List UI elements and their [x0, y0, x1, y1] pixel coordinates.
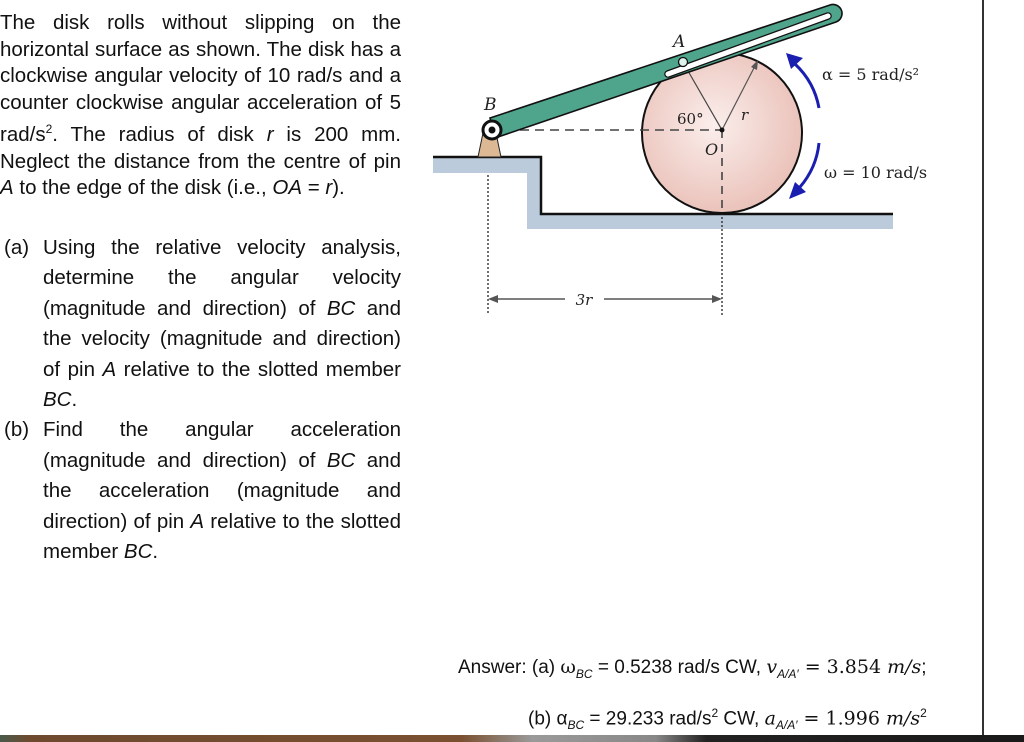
part-a [0, 233, 401, 415]
alpha-symbol: α [556, 708, 568, 730]
alpha-label: α = 5 rad/s² [822, 65, 920, 84]
part-text [43, 233, 401, 415]
label-A: A [673, 32, 686, 52]
answer-label: (b) [528, 708, 557, 730]
text: . [71, 388, 78, 412]
label-r: r [741, 106, 749, 124]
answer-value: CW, [718, 708, 765, 730]
subscript: BC [567, 718, 585, 733]
center-O [720, 128, 725, 133]
pin-A [679, 58, 688, 67]
intro-text: . The radius of disk [52, 123, 267, 147]
answer-value: = 29.233 rad/s [584, 708, 712, 730]
unit: m/s [887, 656, 922, 678]
intro-text: ). [332, 176, 345, 200]
intro-text: is 200 mm. Neglect the distance from the centre of pin [0, 123, 401, 173]
label-O: O [705, 140, 719, 159]
text: Using the relative velocity analysis, determine the angular velocity (magnitude and direction) of [43, 236, 401, 320]
superscript: 2 [45, 122, 53, 137]
var-A: A [190, 509, 205, 533]
answer-a [458, 656, 927, 681]
var-A: A [0, 176, 14, 200]
superscript: 2 [920, 706, 927, 720]
intro-text: The disk rolls without slipping on the horizontal surface as shown. The disk has a clockwise angular velocity of 10 rad/s and a counter clockwise angular acceleration of 5 rad/s [0, 11, 401, 147]
subscript: A/A′ [775, 718, 798, 733]
text: relative to the slotted member [116, 357, 401, 381]
var-BC: BC [123, 540, 153, 564]
answer-value: = 3.854 [798, 656, 888, 678]
intro-text: to the edge of the disk (i.e., [13, 176, 273, 200]
var-BC: BC [43, 388, 72, 412]
omega-symbol: ω [560, 656, 576, 678]
text: . [152, 540, 159, 564]
angle-label: 60° [677, 110, 704, 128]
punctuation: ; [921, 657, 927, 678]
dimension-3r [488, 291, 722, 309]
text: relative to the slotted member [43, 509, 401, 564]
text: and the acceleration (magnitude and direction) of pin [43, 448, 401, 533]
dimension-label: 3r [575, 291, 593, 309]
answer-value: = 0.5238 rad/s CW, [592, 657, 767, 678]
part-label: (a) [4, 236, 30, 259]
text: and the velocity (magnitude and direction) of pin [43, 296, 401, 381]
var-r: r [266, 123, 274, 147]
text: Find the angular acceleration (magnitude and direction) of [43, 418, 401, 472]
subscript: A/A′ [777, 666, 799, 681]
v-symbol: v [766, 656, 778, 678]
part-label: (b) [4, 418, 30, 442]
omega-label: ω = 10 rad/s [824, 163, 928, 182]
problem-parts [0, 233, 401, 567]
subscript: BC [575, 666, 593, 681]
bottom-image-strip [0, 735, 1024, 742]
var-r: r [325, 176, 333, 200]
answer-b [528, 706, 927, 732]
a-symbol: a [764, 707, 776, 730]
part-b [0, 415, 401, 567]
pin-B-center [489, 127, 496, 134]
intro-text: = [302, 176, 326, 200]
page-border [982, 0, 984, 736]
var-A: A [102, 357, 117, 381]
problem-intro [0, 10, 401, 202]
answer-label: Answer: (a) [458, 657, 561, 678]
label-B: B [484, 95, 497, 115]
answer-value: = 1.996 [797, 707, 886, 730]
unit: m/s [885, 707, 921, 730]
part-text [43, 415, 401, 567]
mechanism-figure [420, 0, 980, 330]
var-OA: OA [272, 176, 302, 200]
var-BC: BC [326, 448, 356, 472]
var-BC: BC [326, 296, 356, 320]
superscript: 2 [711, 706, 719, 720]
problem-statement [0, 10, 401, 202]
